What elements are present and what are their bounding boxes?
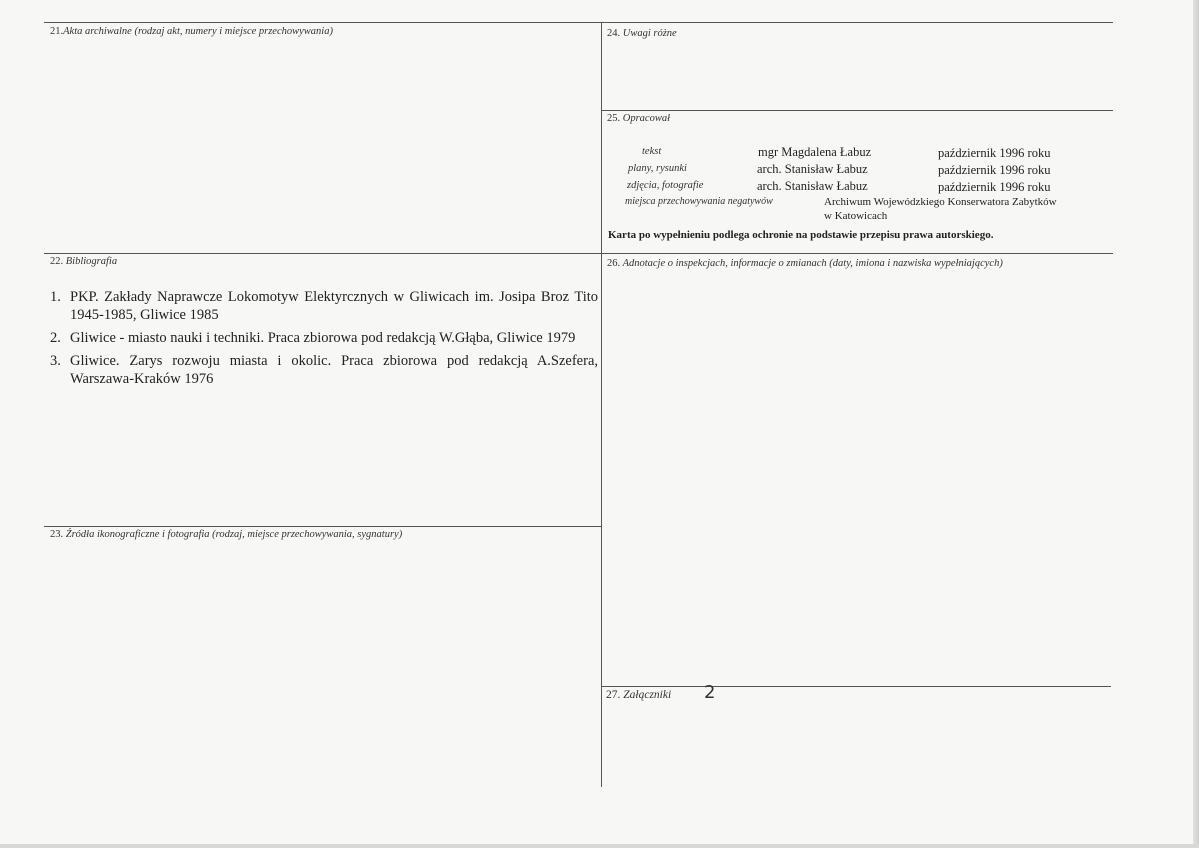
rule-27 [601, 686, 1111, 687]
rule-22-26 [44, 253, 1113, 254]
bibliography-item [50, 352, 598, 388]
bibliography-item [50, 329, 598, 347]
role-plany: plany, rysunki [628, 163, 687, 174]
item-number: 1. [50, 289, 61, 305]
role-tekst: tekst [642, 146, 662, 157]
negatives-label: miejsca przechowywania negatywów [625, 196, 773, 207]
item-text: Gliwice. Zarys rozwoju miasta i okolic. Praca zbiorowa pod redakcją A.Szefera, Warszawa-Kraków 1976 [70, 353, 598, 387]
item-text: PKP. Zakłady Naprawcze Lokomotyw Elektyrcznych w Gliwicach im. Josipa Broz Tito 1945-1985, Gliwice 1985 [70, 289, 598, 323]
role-zdjecia: zdjęcia, fotografie [627, 180, 704, 191]
section-22-label: 22. Bibliografia [50, 256, 118, 267]
item-number: 3. [50, 353, 61, 369]
person-tekst: mgr Magdalena Łabuz [758, 145, 872, 159]
date-plany: październik 1996 roku [938, 163, 1051, 177]
person-plany: arch. Stanisław Łabuz [757, 162, 868, 176]
item-number: 2. [50, 330, 61, 346]
section-21-label: 21.Akta archiwalne (rodzaj akt, numery i miejsce przechowywania) [50, 26, 333, 37]
person-zdjecia: arch. Stanisław Łabuz [757, 179, 868, 193]
section-24-label: 24. Uwagi różne [607, 28, 677, 39]
date-tekst: październik 1996 roku [938, 146, 1051, 160]
paper-edge-bottom [0, 844, 1199, 848]
bibliography-list [50, 288, 598, 393]
attachments-count: 2 [704, 682, 716, 703]
paper-edge-right [1193, 0, 1199, 848]
item-text: Gliwice - miasto nauki i techniki. Praca zbiorowa pod redakcją W.Głąba, Gliwice 1979 [70, 330, 576, 346]
section-27-label: 27. Załączniki [606, 689, 672, 701]
copyright-note: Karta po wypełnieniu podlega ochronie na podstawie przepisu prawa autorskiego. [608, 229, 994, 241]
bibliography-item [50, 288, 598, 324]
top-rule [44, 22, 1113, 23]
date-zdjecia: październik 1996 roku [938, 180, 1051, 194]
negatives-value-2: w Katowicach [824, 210, 888, 222]
rule-25 [601, 110, 1113, 111]
negatives-value-1: Archiwum Wojewódzkiego Konserwatora Zabytków [824, 196, 1057, 208]
section-25-label: 25. Opracował [607, 113, 670, 124]
rule-23 [44, 526, 601, 527]
section-23-label: 23. Źródła ikonograficzne i fotografia (rodzaj, miejsce przechowywania, sygnatury) [50, 529, 403, 540]
center-divider [601, 22, 602, 787]
section-26-label: 26. Adnotacje o inspekcjach, informacje o zmianach (daty, imiona i nazwiska wypełniających) [607, 258, 1003, 269]
